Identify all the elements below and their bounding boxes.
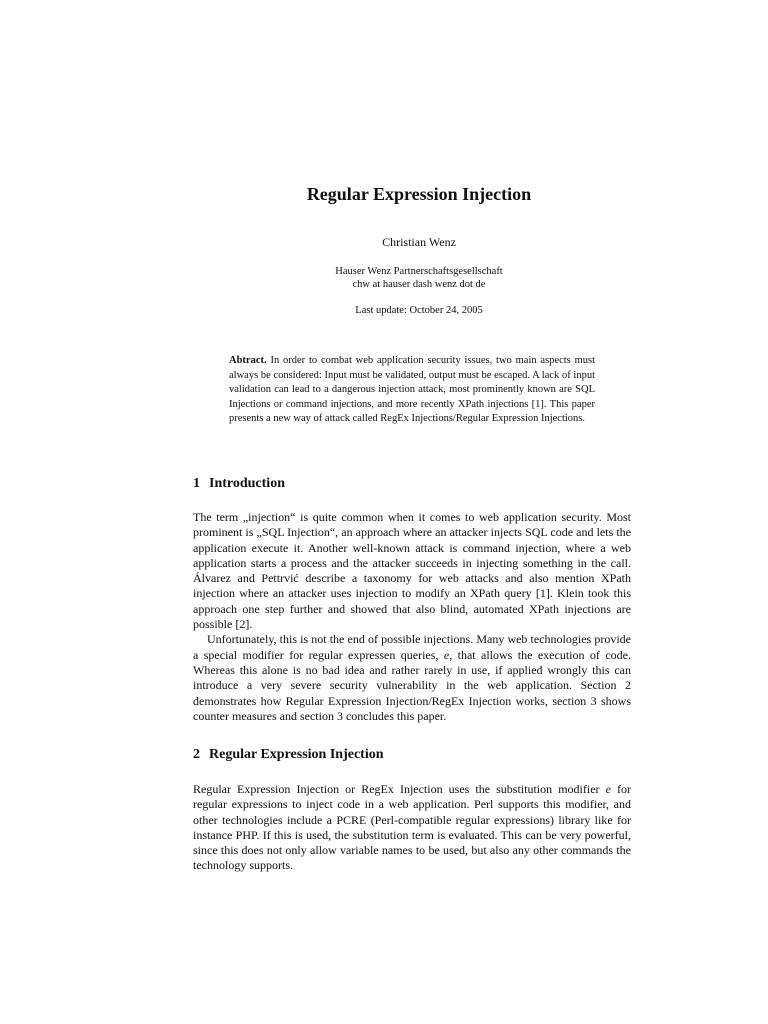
- author-email: chw at hauser dash wenz dot de: [352, 279, 486, 290]
- section-title: Regular Expression Injection: [209, 747, 384, 762]
- paragraph: Regular Expression Injection or RegEx Injection uses the substitution modifier e for regular expressions to inject code in a web application. Perl supports this modifier, and other technologies include a PCRE (Perl-compatible regular expressions) library like for instance PHP. If this is used, the substitution term is evaluated. This can be very powerful, since this does not only allow variable names to be used, but also any other commands the technology supports.: [193, 782, 632, 873]
- paragraph: Unfortunately, this is not the end of possible injections. Many web technologies provide a special modifier for regular expressen queries, e, that allows the execution of code. Whereas this alone is no bad idea and rather rarely in use, if applied wrongly this can introduce a very severe security vulnerability in the web application. Section 2 demonstrates how Regular Expression Injection/RegEx Injection works, section 3 shows counter measures and section 3 concludes this paper.: [193, 632, 631, 723]
- paper-title: Regular Expression Injection: [306, 184, 532, 204]
- section-heading-introduction: [193, 476, 285, 492]
- section-title: Introduction: [209, 476, 285, 491]
- introduction-body: [193, 510, 631, 724]
- section-number: 1: [193, 476, 200, 491]
- author-affiliation: [0, 265, 768, 291]
- section-heading-regex-injection: [193, 747, 384, 763]
- regex-injection-body: [193, 782, 631, 874]
- last-update: Last update: October 24, 2005: [355, 305, 483, 316]
- section-number: 2: [193, 747, 200, 762]
- abstract: [229, 354, 595, 427]
- abstract-text: In order to combat web application security issues, two main aspects must always be considered: Input must be validated, output must be escaped. A lack of input validation can lead to a dangerous injection attack, most prominently known are SQL Injections or command injections, and more recently XPath injections [1]. This paper presents a new way of attack called RegEx Injections/Regular Expression Injections.: [229, 355, 595, 424]
- paragraph: The term „injection“ is quite common when it comes to web application security. Most prominent is „SQL Injection“, an approach where an attacker injects SQL code and lets the application execute it. Another well-known attack is command injection, where a web application starts a process and the attacker succeeds in injecting something in the call. Álvarez and Pettrvić describe a taxonomy for web attacks and also mention XPath injection where an attacker uses injection to modify an XPath query [1]. Klein took this approach one step further and showed that also blind, automated XPath injections are possible [2].: [193, 510, 631, 632]
- abstract-label: Abtract.: [229, 355, 267, 366]
- affiliation-line: Hauser Wenz Partnerschaftsgesellschaft: [335, 266, 503, 277]
- author-name: Christian Wenz: [382, 235, 456, 249]
